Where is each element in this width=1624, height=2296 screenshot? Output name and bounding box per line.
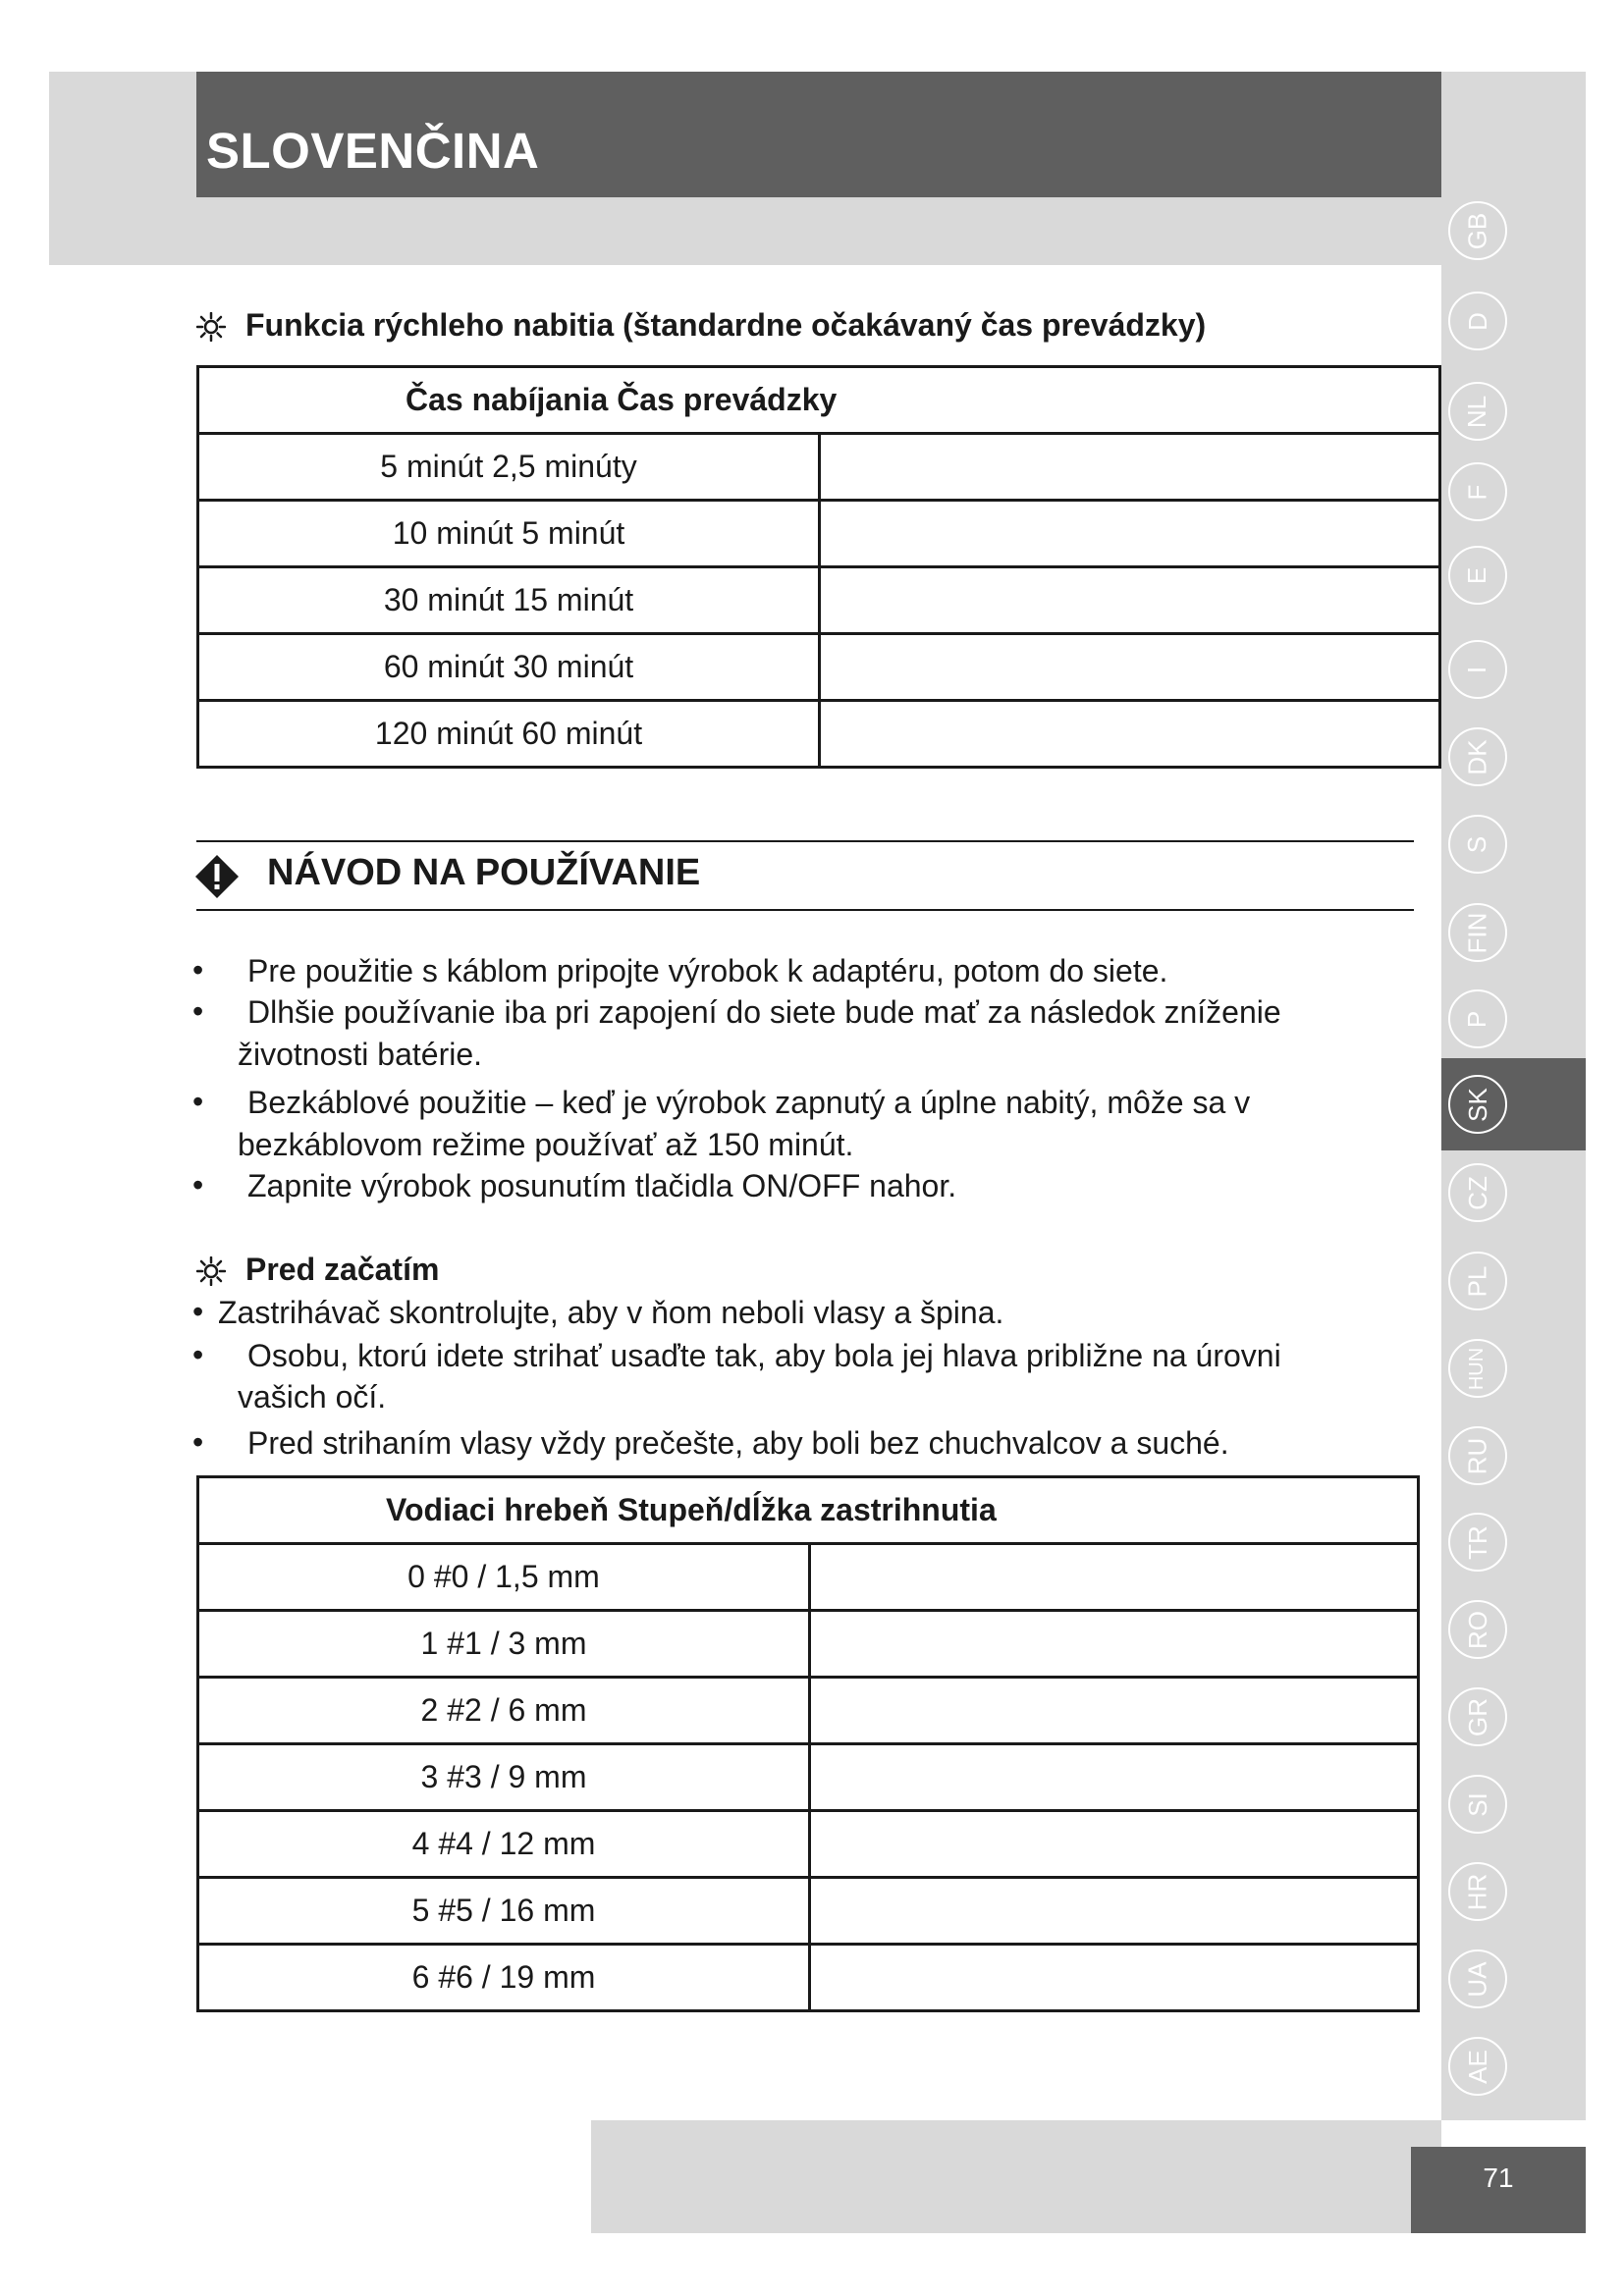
list-item-continued: životnosti batérie. — [238, 1037, 483, 1072]
list-item: Dlhšie používanie iba pri zapojení do siete bude mať za následok zníženie — [247, 994, 1281, 1030]
bullet-dot: • — [192, 1167, 204, 1202]
list-item-continued: bezkáblovom režime používať až 150 minút. — [238, 1127, 854, 1162]
table-cell: 1 #1 / 3 mm — [420, 1626, 587, 1661]
bullet-dot: • — [192, 952, 204, 988]
tab-f[interactable]: F — [1448, 462, 1507, 521]
tab-s[interactable]: S — [1448, 815, 1507, 874]
tab-gb[interactable]: GB — [1448, 201, 1507, 260]
tab-e[interactable]: E — [1448, 546, 1507, 605]
page-number: 71 — [1483, 2163, 1514, 2193]
list-item: Pre použitie s káblom pripojte výrobok k adaptéru, potom do siete. — [247, 953, 1168, 988]
table-cell: 10 minút 5 minút — [392, 515, 625, 551]
tab-ro[interactable]: RO — [1448, 1600, 1507, 1659]
table-header: Vodiaci hrebeň Stupeň/dĺžka zastrihnutia — [198, 1477, 1419, 1544]
tab-sk[interactable]: SK — [1448, 1075, 1507, 1134]
table-row — [198, 567, 1440, 634]
list-item: Zastrihávač skontrolujte, aby v ňom neboli vlasy a špina. — [218, 1295, 1004, 1330]
table-header-row — [198, 367, 1440, 434]
tab-cz[interactable]: CZ — [1448, 1163, 1507, 1222]
tab-hr[interactable]: HR — [1448, 1862, 1507, 1921]
table-cell: 2 #2 / 6 mm — [420, 1692, 587, 1728]
table-row — [198, 434, 1440, 501]
page-title: SLOVENČINA — [206, 123, 540, 179]
sun-icon — [196, 312, 226, 342]
table-cell: 120 minút 60 minút — [374, 716, 643, 751]
table-row — [198, 1544, 1419, 1611]
table-cell: 30 minút 15 minút — [383, 582, 634, 617]
divider-bottom — [196, 909, 1414, 911]
warning-icon — [194, 854, 240, 899]
tab-pl[interactable]: PL — [1448, 1252, 1507, 1310]
bullet-dot: • — [192, 1294, 204, 1329]
table-row — [198, 1811, 1419, 1878]
divider-top — [196, 840, 1414, 842]
quick-charge-heading: Funkcia rýchleho nabitia (štandardne očakávaný čas prevádzky) — [245, 307, 1207, 343]
table-row — [198, 1611, 1419, 1678]
table-cell: 4 #4 / 12 mm — [411, 1826, 596, 1861]
tab-ae[interactable]: AE — [1448, 2037, 1507, 2096]
table-row — [198, 634, 1440, 701]
table-cell: 5 minút 2,5 minúty — [380, 449, 637, 484]
bullet-dot: • — [192, 1424, 204, 1460]
list-item: Zapnite výrobok posunutím tlačidla ON/OFF nahor. — [247, 1168, 957, 1203]
bullet-dot: • — [192, 1337, 204, 1372]
table-row — [198, 701, 1440, 768]
list-item: Osobu, ktorú idete strihať usaďte tak, aby bola jej hlava približne na úrovni — [247, 1338, 1281, 1373]
tab-gr[interactable]: GR — [1448, 1687, 1507, 1746]
table-cell: 5 #5 / 16 mm — [411, 1893, 596, 1928]
tab-p[interactable]: P — [1448, 989, 1507, 1048]
footer-band — [591, 2120, 1441, 2233]
tab-d[interactable]: D — [1448, 292, 1507, 350]
table-cell: 60 minút 30 minút — [383, 649, 634, 684]
sun-icon — [196, 1256, 226, 1286]
tab-ua[interactable]: UA — [1448, 1949, 1507, 2008]
tab-fin[interactable]: FIN — [1448, 903, 1507, 962]
table-row — [198, 501, 1440, 567]
tab-si[interactable]: SI — [1448, 1775, 1507, 1834]
table-row — [198, 1945, 1419, 2011]
list-item: Bezkáblové použitie – keď je výrobok zapnutý a úplne nabitý, môže sa v — [247, 1085, 1251, 1120]
comb-guide-table — [196, 1475, 1420, 2012]
bullet-dot: • — [192, 993, 204, 1029]
tab-tr[interactable]: TR — [1448, 1513, 1507, 1572]
usage-heading: NÁVOD NA POUŽÍVANIE — [267, 852, 701, 893]
table-cell: 6 #6 / 19 mm — [411, 1959, 596, 1995]
table-row — [198, 1744, 1419, 1811]
table-cell: 3 #3 / 9 mm — [420, 1759, 587, 1794]
tab-nl[interactable]: NL — [1448, 382, 1507, 441]
table-row — [198, 1678, 1419, 1744]
bullet-dot: • — [192, 1084, 204, 1119]
list-item-continued: vašich očí. — [238, 1379, 387, 1415]
table-row — [198, 1878, 1419, 1945]
list-item: Pred strihaním vlasy vždy prečešte, aby boli bez chuchvalcov a suché. — [247, 1425, 1229, 1461]
table-header: Čas nabíjania Čas prevádzky — [198, 367, 1440, 434]
before-start-heading: Pred začatím — [245, 1252, 440, 1287]
tab-hun[interactable]: HUN — [1448, 1339, 1507, 1398]
table-header-row — [198, 1477, 1419, 1544]
charge-time-table — [196, 365, 1441, 769]
tab-dk[interactable]: DK — [1448, 727, 1507, 786]
tab-ru[interactable]: RU — [1448, 1426, 1507, 1485]
table-cell: 0 #0 / 1,5 mm — [407, 1559, 600, 1594]
tab-i[interactable]: I — [1448, 640, 1507, 699]
